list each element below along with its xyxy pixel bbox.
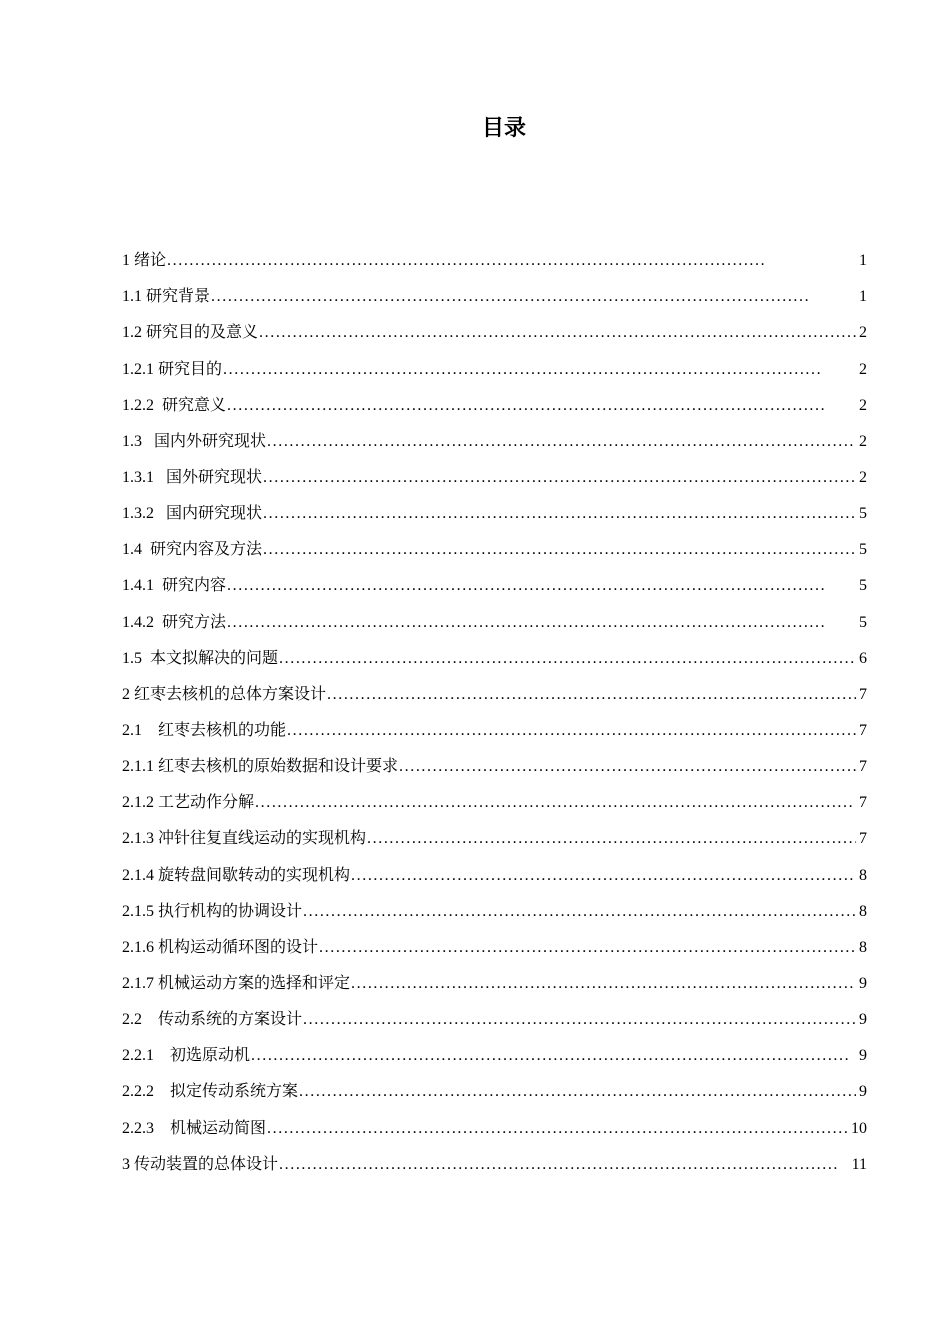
toc-entry-page-number: 6 bbox=[859, 649, 867, 667]
toc-entry[interactable] bbox=[122, 1035, 867, 1071]
toc-entry[interactable] bbox=[122, 818, 867, 854]
toc-entry-label: 1 绪论 bbox=[122, 252, 167, 270]
toc-dot-leader bbox=[351, 861, 856, 891]
toc-entry-label: 1.3 国内外研究现状 bbox=[122, 432, 267, 450]
toc-entry-label: 1.2 研究目的及意义 bbox=[122, 324, 259, 342]
toc-entry-page-number: 5 bbox=[859, 541, 867, 559]
toc-entry[interactable] bbox=[122, 493, 867, 529]
toc-entry-page-number: 8 bbox=[859, 902, 867, 920]
toc-entry-label: 1.2.2 研究意义 bbox=[122, 396, 227, 414]
toc-entry-page-number: 8 bbox=[859, 866, 867, 884]
toc-entry-label: 2.1 红枣去核机的功能 bbox=[122, 721, 287, 739]
toc-entry-label: 1.3.1 国外研究现状 bbox=[122, 468, 263, 486]
toc-entry-label: 1.4.2 研究方法 bbox=[122, 613, 227, 631]
toc-entry[interactable] bbox=[122, 891, 867, 927]
toc-entry-page-number: 2 bbox=[859, 432, 867, 450]
toc-entry-page-number: 5 bbox=[859, 613, 867, 631]
toc-entry-page-number: 11 bbox=[851, 1155, 867, 1173]
toc-entry-label: 2.2 传动系统的方案设计 bbox=[122, 1011, 303, 1029]
toc-entry-label: 1.4.1 研究内容 bbox=[122, 577, 227, 595]
toc-dot-leader bbox=[251, 1041, 856, 1071]
toc-entry[interactable] bbox=[122, 276, 867, 312]
toc-entry-label: 2.1.6 机构运动循环图的设计 bbox=[122, 938, 319, 956]
toc-entry-label: 2.2.2 拟定传动系统方案 bbox=[122, 1083, 299, 1101]
toc-entry[interactable] bbox=[122, 601, 867, 637]
toc-entry[interactable] bbox=[122, 457, 867, 493]
toc-entry-label: 1.4 研究内容及方法 bbox=[122, 541, 263, 559]
toc-entry-page-number: 9 bbox=[859, 1047, 867, 1065]
toc-entry[interactable] bbox=[122, 927, 867, 963]
toc-entry-label: 2.2.3 机械运动简图 bbox=[122, 1119, 267, 1137]
toc-dot-leader bbox=[227, 391, 856, 421]
toc-entry[interactable] bbox=[122, 963, 867, 999]
toc-entry[interactable] bbox=[122, 312, 867, 348]
toc-entry-label: 1.1 研究背景 bbox=[122, 288, 211, 306]
toc-dot-leader bbox=[299, 1077, 856, 1107]
toc-entry[interactable] bbox=[122, 529, 867, 565]
toc-dot-leader bbox=[399, 752, 856, 782]
toc-dot-leader bbox=[227, 608, 856, 638]
page-title: 目录 bbox=[481, 116, 526, 141]
toc-dot-leader bbox=[319, 933, 856, 963]
table-of-contents bbox=[122, 240, 867, 1180]
toc-entry-label: 2.1.1 红枣去核机的原始数据和设计要求 bbox=[122, 758, 399, 776]
toc-entry[interactable] bbox=[122, 999, 867, 1035]
toc-dot-leader bbox=[263, 463, 856, 493]
toc-dot-leader bbox=[303, 1005, 856, 1035]
toc-entry-page-number: 2 bbox=[859, 468, 867, 486]
toc-entry-page-number: 2 bbox=[859, 360, 867, 378]
toc-entry-page-number: 9 bbox=[859, 1083, 867, 1101]
toc-entry[interactable] bbox=[122, 746, 867, 782]
toc-entry-label: 1.3.2 国内研究现状 bbox=[122, 505, 263, 523]
toc-entry-label: 2.1.5 执行机构的协调设计 bbox=[122, 902, 303, 920]
toc-entry[interactable] bbox=[122, 782, 867, 818]
toc-entry-page-number: 5 bbox=[859, 505, 867, 523]
toc-dot-leader bbox=[351, 969, 856, 999]
toc-entry[interactable] bbox=[122, 710, 867, 746]
toc-dot-leader bbox=[327, 680, 856, 710]
toc-entry-page-number: 5 bbox=[859, 577, 867, 595]
toc-entry[interactable] bbox=[122, 1144, 867, 1180]
toc-dot-leader bbox=[279, 1150, 838, 1180]
toc-entry[interactable] bbox=[122, 1107, 867, 1143]
toc-entry-label: 1.2.1 研究目的 bbox=[122, 360, 223, 378]
toc-entry-page-number: 8 bbox=[859, 938, 867, 956]
toc-entry-label: 3 传动装置的总体设计 bbox=[122, 1155, 279, 1173]
toc-entry-page-number: 7 bbox=[859, 758, 867, 776]
toc-entry[interactable] bbox=[122, 674, 867, 710]
toc-entry-page-number: 7 bbox=[859, 794, 867, 812]
toc-entry-label: 2.1.3 冲针往复直线运动的实现机构 bbox=[122, 830, 367, 848]
toc-dot-leader bbox=[279, 644, 856, 674]
toc-dot-leader bbox=[227, 571, 856, 601]
toc-dot-leader bbox=[259, 318, 856, 348]
toc-entry-page-number: 7 bbox=[859, 721, 867, 739]
toc-entry-label: 2.1.2 工艺动作分解 bbox=[122, 794, 255, 812]
toc-entry-page-number: 1 bbox=[859, 288, 867, 306]
toc-entry[interactable] bbox=[122, 565, 867, 601]
toc-entry[interactable] bbox=[122, 638, 867, 674]
toc-dot-leader bbox=[263, 499, 856, 529]
toc-entry[interactable] bbox=[122, 240, 867, 276]
toc-dot-leader bbox=[367, 824, 856, 854]
toc-dot-leader bbox=[267, 1114, 848, 1144]
toc-entry-page-number: 2 bbox=[859, 324, 867, 342]
toc-entry[interactable] bbox=[122, 385, 867, 421]
toc-entry-page-number: 9 bbox=[859, 974, 867, 992]
toc-entry[interactable] bbox=[122, 854, 867, 890]
toc-entry-page-number: 1 bbox=[859, 252, 867, 270]
toc-dot-leader bbox=[223, 355, 856, 385]
toc-entry[interactable] bbox=[122, 1071, 867, 1107]
toc-dot-leader bbox=[211, 282, 856, 312]
toc-entry-page-number: 10 bbox=[851, 1119, 867, 1137]
toc-dot-leader bbox=[287, 716, 856, 746]
toc-entry-page-number: 7 bbox=[859, 830, 867, 848]
toc-entry-page-number: 9 bbox=[859, 1011, 867, 1029]
toc-dot-leader bbox=[263, 535, 856, 565]
toc-dot-leader bbox=[167, 246, 856, 276]
toc-entry-label: 2.1.4 旋转盘间歇转动的实现机构 bbox=[122, 866, 351, 884]
toc-entry-label: 2.1.7 机械运动方案的选择和评定 bbox=[122, 974, 351, 992]
toc-entry-label: 2.2.1 初选原动机 bbox=[122, 1047, 251, 1065]
toc-entry[interactable] bbox=[122, 348, 867, 384]
toc-entry[interactable] bbox=[122, 421, 867, 457]
toc-dot-leader bbox=[303, 897, 856, 927]
toc-entry-label: 1.5 本文拟解决的问题 bbox=[122, 649, 279, 667]
toc-dot-leader bbox=[255, 788, 856, 818]
toc-entry-page-number: 2 bbox=[859, 396, 867, 414]
toc-entry-label: 2 红枣去核机的总体方案设计 bbox=[122, 685, 327, 703]
toc-entry-page-number: 7 bbox=[859, 685, 867, 703]
toc-dot-leader bbox=[267, 427, 856, 457]
